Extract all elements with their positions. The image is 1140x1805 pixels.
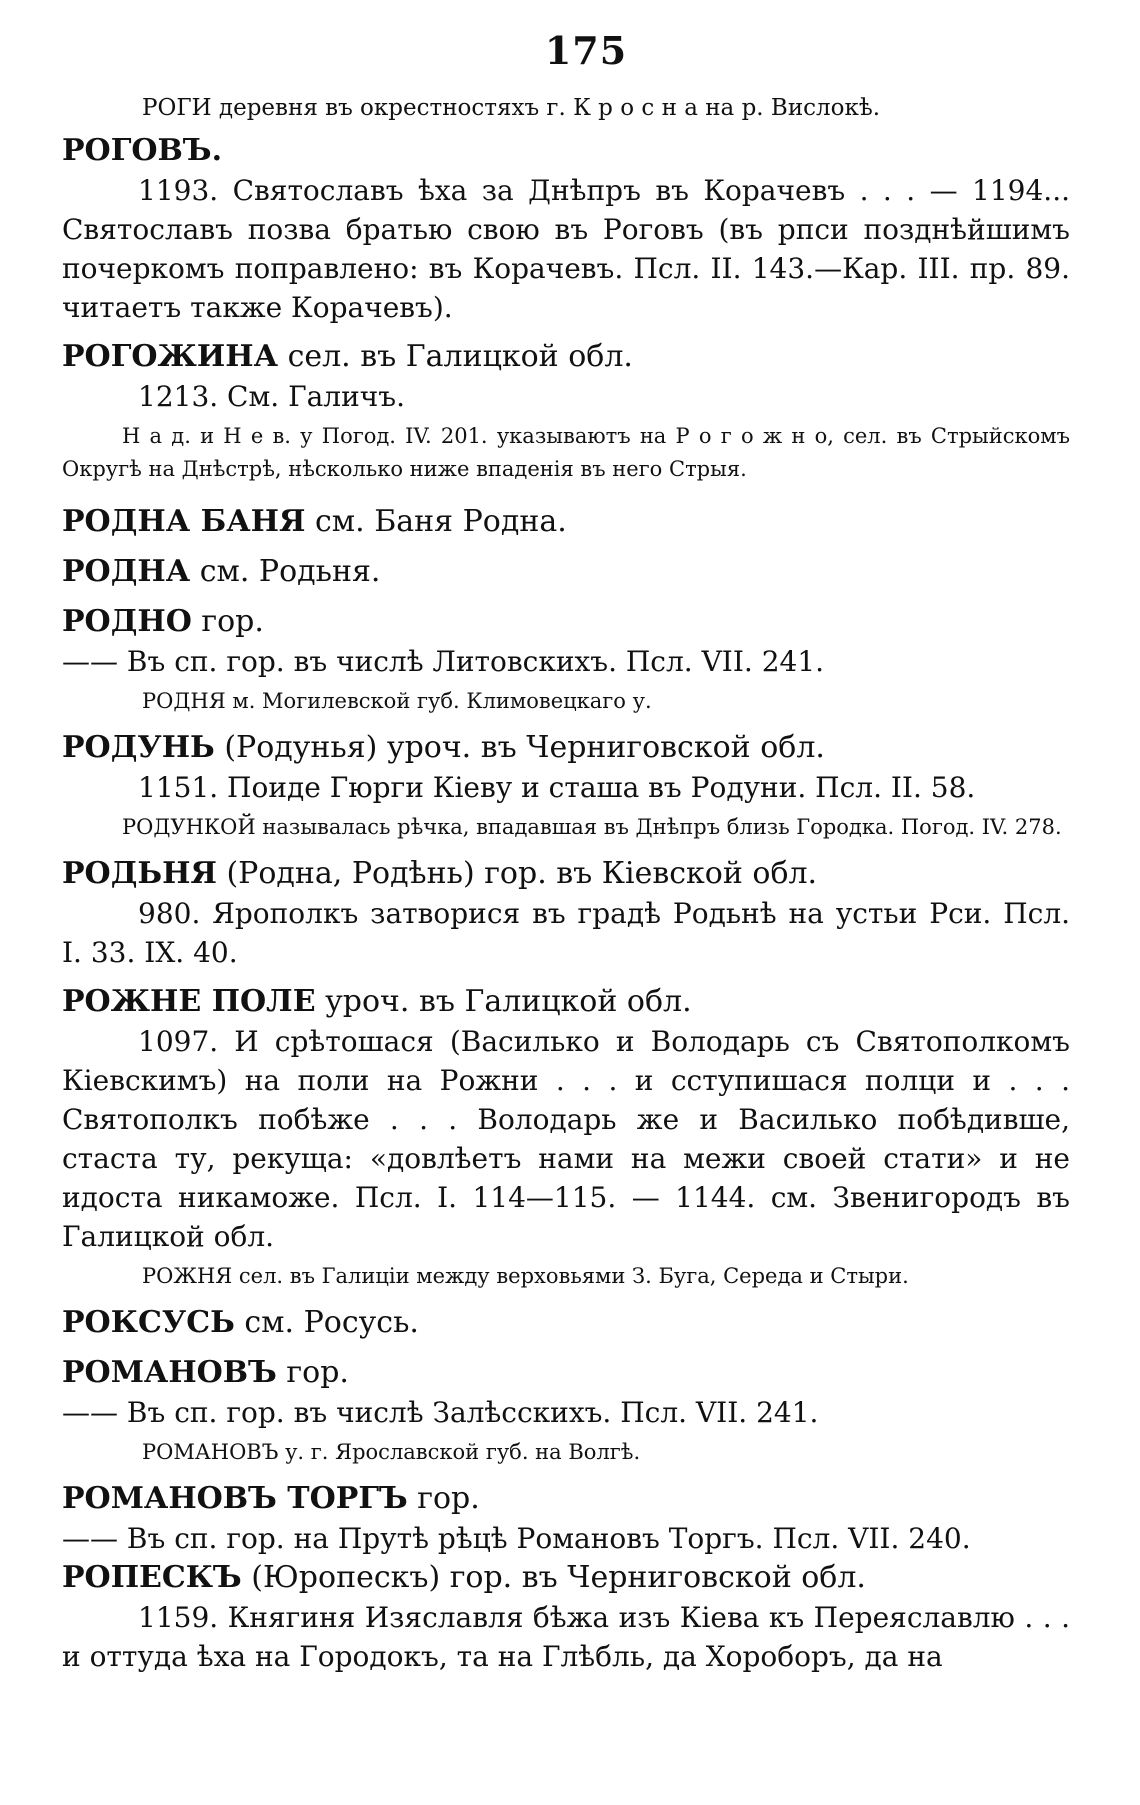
entry-heading: РОМАНОВЪ ТОРГЪ гор. [62, 1481, 480, 1516]
entry-heading: РОГОЖИНА сел. въ Галицкой обл. [62, 339, 633, 374]
entry-romanov-torg [62, 1479, 1070, 1558]
entry-note: Н а д. и Н е в. у Погод. IV. 201. указываютъ на Р о г о ж н о, сел. въ Стрыйскомъ Округѣ на Днѣстрѣ, нѣсколько ниже впаденія въ него Стрыя. [62, 424, 1070, 481]
entry-text: 1151. Поиде Гюрги Кіеву и сташа въ Родуни. Псл. II. 58. [138, 771, 976, 804]
entry-note: РОДУНКОЙ называлась рѣчка, впадавшая въ Днѣпръ близь Городка. Погод. IV. 278. [122, 815, 1062, 839]
entry-rodnya [62, 854, 1070, 972]
entry-note: РОДНЯ м. Могилевской губ. Климовецкаго у. [142, 689, 652, 713]
entry-rodna [62, 552, 1070, 592]
entry-rodun [62, 728, 1070, 844]
entry-heading: РОМАНОВЪ гор. [62, 1355, 349, 1390]
entry-text: —— Въ сп. гор. въ числѣ Литовскихъ. Псл. VII. 241. [62, 645, 825, 678]
entry-heading: РОДНО гор. [62, 604, 264, 639]
intro-note: РОГИ деревня въ окрестностяхъ г. К р о с н а на р. Вислокѣ. [142, 95, 881, 121]
entry-text: —— Въ сп. гор. на Прутѣ рѣцѣ Романовъ Торгъ. Псл. VII. 240. [62, 1522, 971, 1555]
entry-note: РОЖНЯ сел. въ Галиціи между верховьями З. Буга, Середа и Стыри. [142, 1264, 909, 1288]
entry-text: 1097. И срѣтошася (Василько и Володарь съ Святополкомъ Кіевскимъ) на поли на Рожни . . . и сступишася полци и . . . Святополкъ побѣже . . . Володарь же и Василько побѣдивше, стаста ту, рекуща: «довлѣетъ нами на межи своей стати» и не идоста никаможе. Псл. I. 114—115. — 1144. см. Звенигородъ въ Галицкой обл. [62, 1025, 1070, 1253]
entry-note: РОМАНОВЪ у. г. Ярославской губ. на Волгѣ. [142, 1440, 641, 1464]
entry-roksus [62, 1303, 1070, 1343]
entry-romanov [62, 1353, 1070, 1469]
entry-text: 1213. См. Галичъ. [138, 380, 405, 413]
entry-rodno [62, 602, 1070, 718]
entry-rozhne-pole [62, 982, 1070, 1293]
entry-rogov [62, 131, 1070, 327]
entry-heading: РОДЬНЯ (Родна, Родѣнь) гор. въ Кіевской обл. [62, 856, 818, 891]
entry-heading: РОДНА см. Родьня. [62, 554, 381, 589]
entry-heading: РОГОВЪ. [62, 133, 223, 168]
entry-heading: РОЖНЕ ПОЛЕ уроч. въ Галицкой обл. [62, 984, 692, 1019]
page-number: 175 [544, 28, 628, 73]
entry-rodna-banya [62, 502, 1070, 542]
entry-heading: РОКСУСЬ см. Росусь. [62, 1305, 419, 1340]
entry-text: —— Въ сп. гор. въ числѣ Залѣсскихъ. Псл. VII. 241. [62, 1396, 819, 1429]
entry-text: 980. Ярополкъ затворися въ градѣ Родьнѣ на устьи Рси. Псл. I. 33. IX. 40. [62, 897, 1070, 969]
entry-text: 1159. Княгиня Изяславля бѣжа изъ Кіева къ Переяславлю . . . и оттуда ѣха на Городокъ, та на Глѣбль, да Хороборъ, да на [62, 1601, 1070, 1673]
entry-text: 1193. Святославъ ѣха за Днѣпръ въ Корачевъ . . . — 1194... Святославъ позва братью свою въ Роговъ (въ рпси позднѣйшимъ почеркомъ поправлено: въ Корачевъ. Псл. II. 143.—Кар. III. пр. 89. читаетъ также Корачевъ). [62, 174, 1070, 324]
entry-heading: РОДНА БАНЯ см. Баня Родна. [62, 504, 567, 539]
entry-ropesk [62, 1558, 1070, 1676]
entry-heading: РОДУНЬ (Родунья) уроч. въ Черниговской обл. [62, 730, 825, 765]
entry-rogozhina [62, 337, 1070, 486]
entry-heading: РОПЕСКЪ (Юропескъ) гор. въ Черниговской обл. [62, 1560, 866, 1595]
